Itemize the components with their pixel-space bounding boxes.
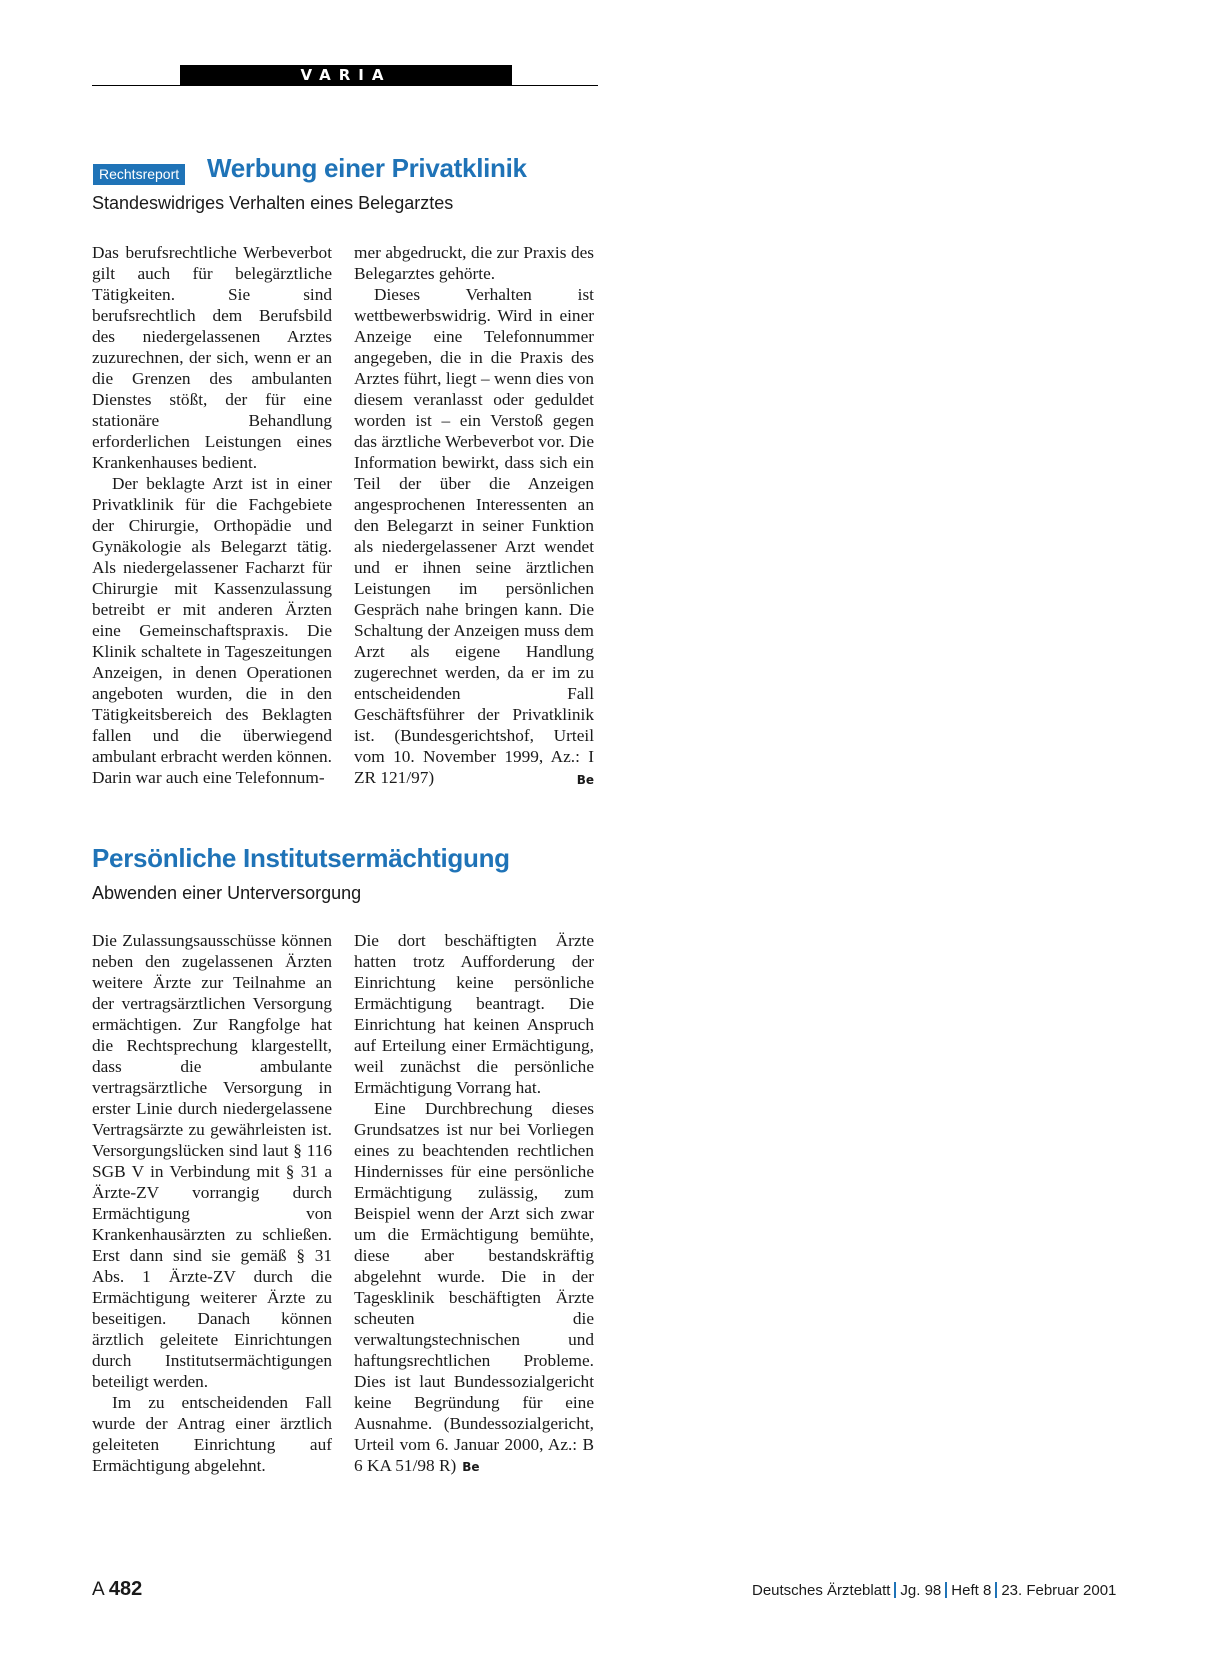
paragraph-text: Dieses Verhalten ist wettbewerbswidrig. Wird in einer Anzeige eine Telefonnummer angegeben, die in die Praxis des Arztes führt, liegt – wenn dies von diesem veranlasst oder geduldet worden ist – ein Verstoß gegen das ärztliche Werbeverbot vor. Die Information bewirkt, dass sich ein Teil der über die Anzeigen angesprochenen Interessenten an den Belegarzt in seiner Funktion als niedergelassener Arzt wendet und er ihnen seine ärztlichen Leistungen im persönlichen Gespräch nahe bringen kann. Die Schaltung der Anzeigen muss dem Arzt als eigene Handlung zugerechnet werden, da er im zu entscheidenden Fall Geschäftsführer der Privatklinik ist. (Bundesgerichtshof, Urteil vom 10. November 1999, Az.: I ZR 121/97) [354, 285, 594, 787]
page-number [92, 1578, 142, 1601]
article1-column-1 [92, 242, 332, 788]
journal-volume: Jg. 98 [900, 1582, 942, 1599]
article2-title: Persönliche Institutsermächtigung [92, 843, 510, 873]
page-number-value: 482 [108, 1578, 143, 1600]
article2-column-1 [92, 930, 332, 1476]
paragraph: Im zu entscheidenden Fall wurde der Antrag einer ärztlich geleiteten Einrichtung auf Ermächtigung abgelehnt. [92, 1393, 332, 1475]
paragraph: Der beklagte Arzt ist in einer Privatklinik für die Fachgebiete der Chirurgie, Orthopädie und Gynäkologie als Belegarzt tätig. Als niedergelassener Facharzt für Chirurgie mit Kassenzulassung betreibt er mit anderen Ärzten eine Gemeinschaftspraxis. Die Klinik schaltete in Tageszeitungen Anzeigen, in denen Operationen angeboten wurden, die in den Tätigkeitsbereich des Beklagten fallen und die überwiegend ambulant erbracht werden können. Darin war auch eine Telefonnum- [92, 474, 332, 787]
separator [945, 1582, 947, 1598]
paragraph-text: Eine Durchbrechung dieses Grundsatzes ist nur bei Vorliegen eines zu beachtenden rechtlichen Hindernisses für eine persönliche Ermächtigung zulässig, zum Beispiel wenn der Arzt sich zwar um die Ermächtigung bemühte, diese aber bestandskräftig abgelehnt wurde. Die in der Tagesklinik beschäftigten Ärzte scheuten die verwaltungstechnischen und haftungsrechtlichen Probleme. Dies ist laut Bundessozialgericht keine Begründung für eine Ausnahme. (Bundessozialgericht, Urteil vom 6. Januar 2000, Az.: B 6 KA 51/98 R) [354, 1099, 594, 1475]
journal-name: Deutsches Ärzteblatt [752, 1582, 891, 1599]
separator [894, 1582, 896, 1598]
rubric-badge: Rechtsreport [93, 164, 185, 185]
paragraph: Die dort beschäftigten Ärzte hatten trotz Aufforderung der Einrichtung keine persönliche Ermächtigung beantragt. Die Einrichtung hat keinen Anspruch auf Erteilung einer Ermächtigung, weil zunächst die persönliche Ermächtigung Vorrang hat. [354, 931, 594, 1097]
header-rule [92, 85, 598, 86]
separator [995, 1582, 997, 1598]
journal-date: 23. Februar 2001 [1001, 1582, 1117, 1599]
author-signature: Be [462, 1460, 480, 1474]
journal-issue: Heft 8 [951, 1582, 992, 1599]
author-signature: Be [576, 773, 594, 787]
article1-column-2 [354, 242, 594, 791]
paragraph [354, 1098, 594, 1478]
paragraph: Die Zulassungsausschüsse können neben den zugelassenen Ärzten weitere Ärzte zur Teilnahme an der vertragsärztlichen Versorgung ermächtigen. Zur Rangfolge hat die Rechtsprechung klargestellt, dass die ambulante vertragsärztliche Versorgung in erster Linie durch niedergelassene Vertragsärzte zu gewährleisten ist. Versorgungslücken sind laut § 116 SGB V in Verbindung mit § 31 a Ärzte-ZV vorrangig durch Ermächtigung von Krankenhausärzten zu schließen. Erst dann sind sie gemäß § 31 Abs. 1 Ärzte-ZV durch die Ermächtigung weiterer Ärzte zu beseitigen. Danach können ärztlich geleitete Einrichtungen durch Institutsermächtigungen beteiligt werden. [92, 931, 332, 1391]
journal-info [752, 1582, 1132, 1599]
paragraph: Das berufsrechtliche Werbeverbot gilt auch für belegärztliche Tätigkeiten. Sie sind berufsrechtlich dem Berufsbild des niedergelassenen Arztes zuzurechnen, der sich, wenn er an die Grenzen des ambulanten Dienstes stößt, der für eine stationäre Behandlung erforderlichen Leistungen eines Krankenhauses bedient. [92, 243, 332, 472]
paragraph: mer abgedruckt, die zur Praxis des Belegarztes gehörte. [354, 243, 594, 283]
article2-subtitle: Abwenden einer Unterversorgung [92, 883, 362, 903]
paragraph [354, 284, 594, 788]
section-label: VARIA [180, 65, 512, 85]
article2-column-2 [354, 930, 594, 1478]
article1-subtitle: Standeswidriges Verhalten eines Belegarztes [92, 193, 454, 213]
article1-title: Werbung einer Privatklinik [207, 153, 527, 183]
page-prefix: A [92, 1579, 104, 1600]
